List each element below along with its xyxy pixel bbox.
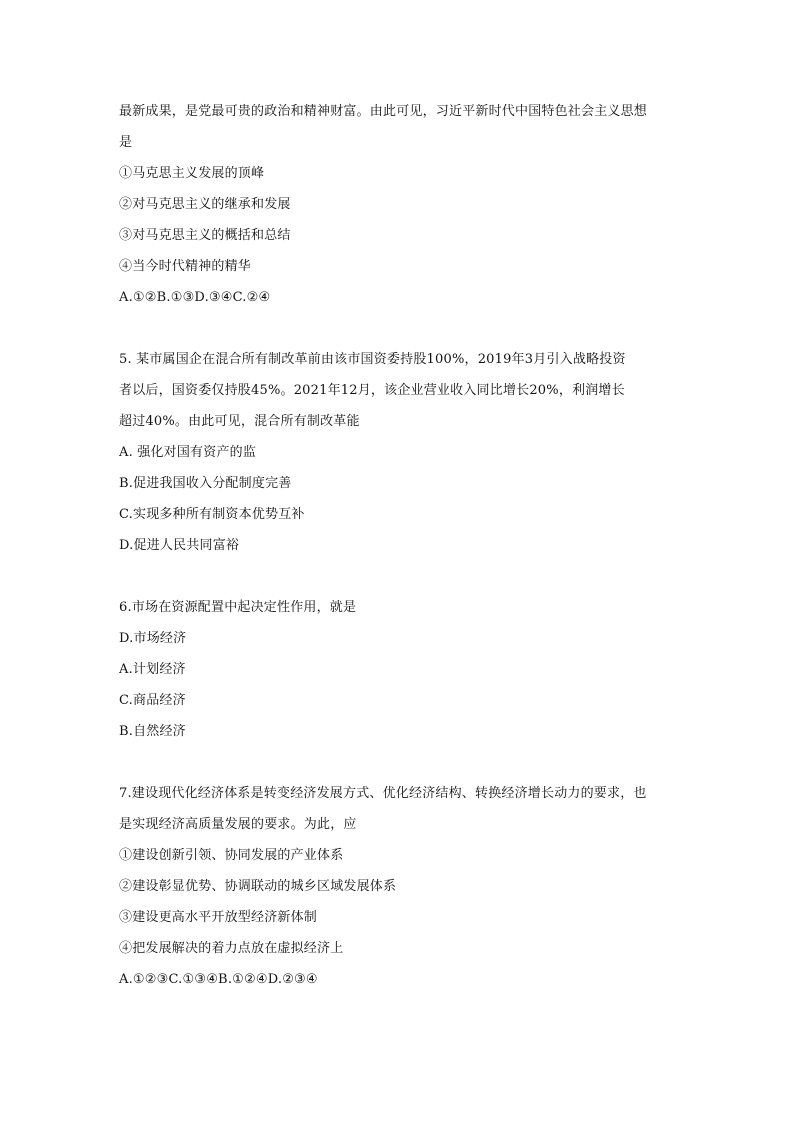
question-4 <box>119 96 684 313</box>
question-5-stem-line-1: 5. 某市属国企在混合所有制改革前由该市国资委持股100%，2019年3月引入战略投资 <box>119 352 626 367</box>
question-5-stem-line-2: 者以后，国资委仅持股45%。2021年12月，该企业营业收入同比增长20%，利润增长 <box>119 383 625 398</box>
question-7 <box>119 778 684 995</box>
question-5-option-d: D.促进人民共同富裕 <box>119 538 240 553</box>
question-6 <box>119 592 684 747</box>
spacer <box>119 747 684 778</box>
document-content <box>119 96 684 995</box>
question-7-option-3: ③建设更高水平开放型经济新体制 <box>119 910 318 925</box>
question-4-stem-line-2: 是 <box>119 135 133 150</box>
question-7-answer-choices: A.①②③C.①③④B.①②④D.②③④ <box>119 972 318 987</box>
question-7-option-1: ①建设创新引领、协同发展的产业体系 <box>119 848 344 863</box>
question-4-option-2: ②对马克思主义的继承和发展 <box>119 197 291 212</box>
question-7-option-4: ④把发展解决的着力点放在虚拟经济上 <box>119 941 344 956</box>
question-6-option-2: A.计划经济 <box>119 662 186 677</box>
question-6-option-4: B.自然经济 <box>119 724 186 739</box>
question-4-option-1: ①马克思主义发展的顶峰 <box>119 166 265 181</box>
question-4-option-4: ④当今时代精神的精华 <box>119 259 252 274</box>
question-4-stem-line-1: 最新成果，是党最可贵的政治和精神财富。由此可见，习近平新时代中国特色社会主义思想 <box>119 104 648 119</box>
question-7-stem-line-1: 7.建设现代化经济体系是转变经济发展方式、优化经济结构、转换经济增长动力的要求，也 <box>119 786 647 801</box>
spacer <box>119 313 684 344</box>
question-6-option-1: D.市场经济 <box>119 631 187 646</box>
question-5-option-a: A. 强化对国有资产的监 <box>119 445 257 460</box>
question-4-answer-choices: A.①②B.①③D.③④C.②④ <box>119 290 271 305</box>
question-5-option-c: C.实现多种所有制资本优势互补 <box>119 507 305 522</box>
question-5-stem-line-3: 超过40%。由此可见，混合所有制改革能 <box>119 414 360 429</box>
spacer <box>119 561 684 592</box>
question-4-option-3: ③对马克思主义的概括和总结 <box>119 228 291 243</box>
question-5-option-b: B.促进我国收入分配制度完善 <box>119 476 292 491</box>
question-6-stem-line-1: 6.市场在资源配置中起决定性作用，就是 <box>119 600 357 615</box>
question-7-option-2: ②建设彰显优势、协调联动的城乡区域发展体系 <box>119 879 397 894</box>
question-7-stem-line-2: 是实现经济高质量发展的要求。为此，应 <box>119 817 357 832</box>
question-6-option-3: C.商品经济 <box>119 693 186 708</box>
question-5 <box>119 344 684 561</box>
